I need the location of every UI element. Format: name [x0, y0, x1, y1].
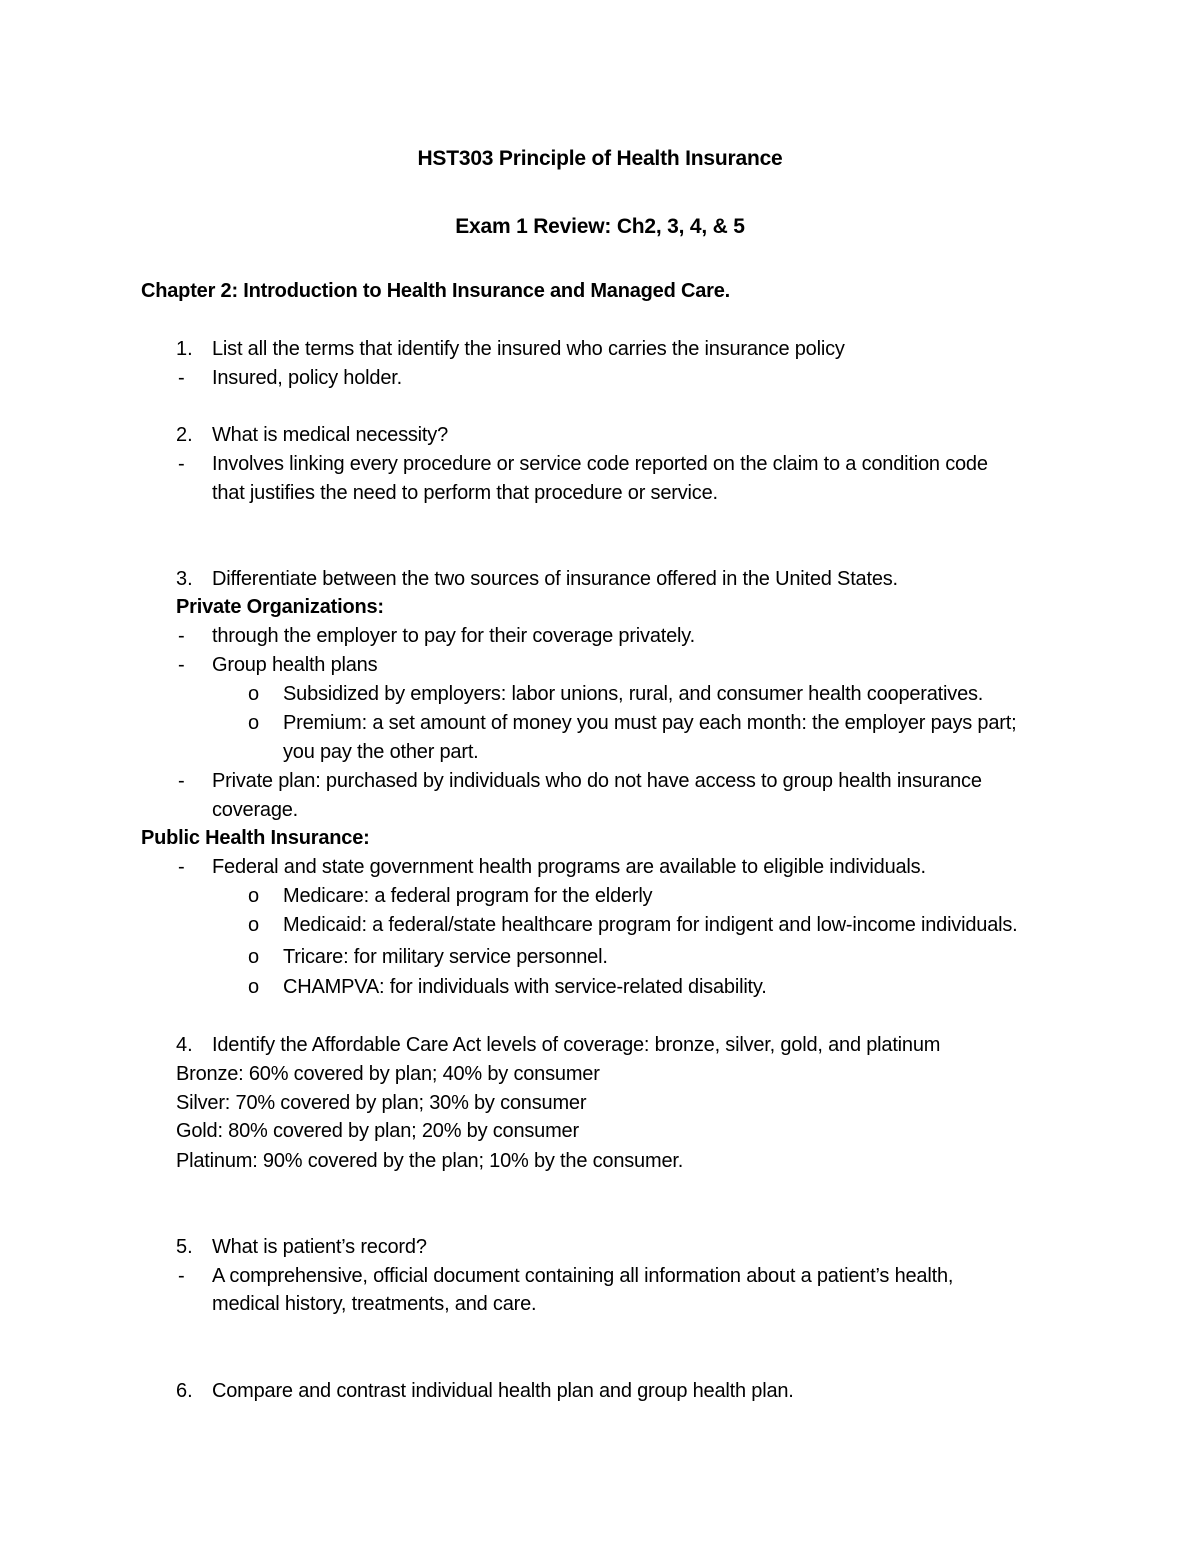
question-number: 3.	[176, 568, 193, 590]
dash-marker: -	[178, 1265, 185, 1287]
dash-marker: -	[178, 856, 185, 878]
question-3-text: Differentiate between the two sources of insurance offered in the United States.	[212, 568, 898, 590]
answer-1-text: Insured, policy holder.	[212, 367, 402, 389]
coverage-platinum: Platinum: 90% covered by the plan; 10% by the consumer.	[176, 1150, 684, 1172]
document-title: HST303 Principle of Health Insurance	[417, 147, 783, 170]
bullet-marker: o	[248, 683, 260, 705]
coverage-gold: Gold: 80% covered by plan; 20% by consumer	[176, 1120, 579, 1142]
question-number: 1.	[176, 338, 193, 360]
answer-2-line-2: that justifies the need to perform that procedure or service.	[212, 482, 718, 504]
bullet-marker: o	[248, 914, 260, 936]
dash-marker: -	[178, 654, 185, 676]
question-5-text: What is patient’s record?	[212, 1236, 427, 1258]
answer-2-line-1: Involves linking every procedure or service code reported on the claim to a condition code	[212, 453, 988, 475]
public-tricare: Tricare: for military service personnel.	[283, 946, 608, 968]
bullet-marker: o	[248, 712, 260, 734]
coverage-silver: Silver: 70% covered by plan; 30% by consumer	[176, 1092, 587, 1114]
question-4-text: Identify the Affordable Care Act levels of coverage: bronze, silver, gold, and platinum	[212, 1034, 941, 1056]
question-number: 2.	[176, 424, 193, 446]
answer-5-line-1: A comprehensive, official document containing all information about a patient’s health,	[212, 1265, 954, 1287]
question-6-text: Compare and contrast individual health plan and group health plan.	[212, 1380, 794, 1402]
answer-5-line-2: medical history, treatments, and care.	[212, 1293, 537, 1315]
chapter-heading: Chapter 2: Introduction to Health Insurance and Managed Care.	[141, 280, 730, 302]
question-number: 4.	[176, 1034, 193, 1056]
group-subsidized: Subsidized by employers: labor unions, rural, and consumer health cooperatives.	[283, 683, 984, 705]
question-number: 5.	[176, 1236, 193, 1258]
public-item-programs: Federal and state government health programs are available to eligible individuals.	[212, 856, 926, 878]
dash-marker: -	[178, 625, 185, 647]
private-item-group-plans: Group health plans	[212, 654, 378, 676]
question-number: 6.	[176, 1380, 193, 1402]
public-medicaid: Medicaid: a federal/state healthcare program for indigent and low-income individuals.	[283, 914, 1018, 936]
dash-marker: -	[178, 770, 185, 792]
group-premium-line-1: Premium: a set amount of money you must pay each month: the employer pays part;	[283, 712, 1017, 734]
bullet-marker: o	[248, 885, 260, 907]
dash-marker: -	[178, 367, 185, 389]
bullet-marker: o	[248, 946, 260, 968]
public-medicare: Medicare: a federal program for the elderly	[283, 885, 653, 907]
document-subtitle: Exam 1 Review: Ch2, 3, 4, & 5	[455, 215, 745, 238]
coverage-bronze: Bronze: 60% covered by plan; 40% by consumer	[176, 1063, 600, 1085]
private-plan-line-2: coverage.	[212, 799, 299, 821]
public-health-heading: Public Health Insurance:	[141, 827, 370, 849]
group-premium-line-2: you pay the other part.	[283, 741, 479, 763]
dash-marker: -	[178, 453, 185, 475]
bullet-marker: o	[248, 976, 260, 998]
public-champva: CHAMPVA: for individuals with service-related disability.	[283, 976, 767, 998]
private-organizations-heading: Private Organizations:	[176, 596, 384, 618]
private-item-employer: through the employer to pay for their coverage privately.	[212, 625, 695, 647]
question-2-text: What is medical necessity?	[212, 424, 449, 446]
question-1-text: List all the terms that identify the insured who carries the insurance policy	[212, 338, 845, 360]
private-plan-line-1: Private plan: purchased by individuals who do not have access to group health insurance	[212, 770, 982, 792]
